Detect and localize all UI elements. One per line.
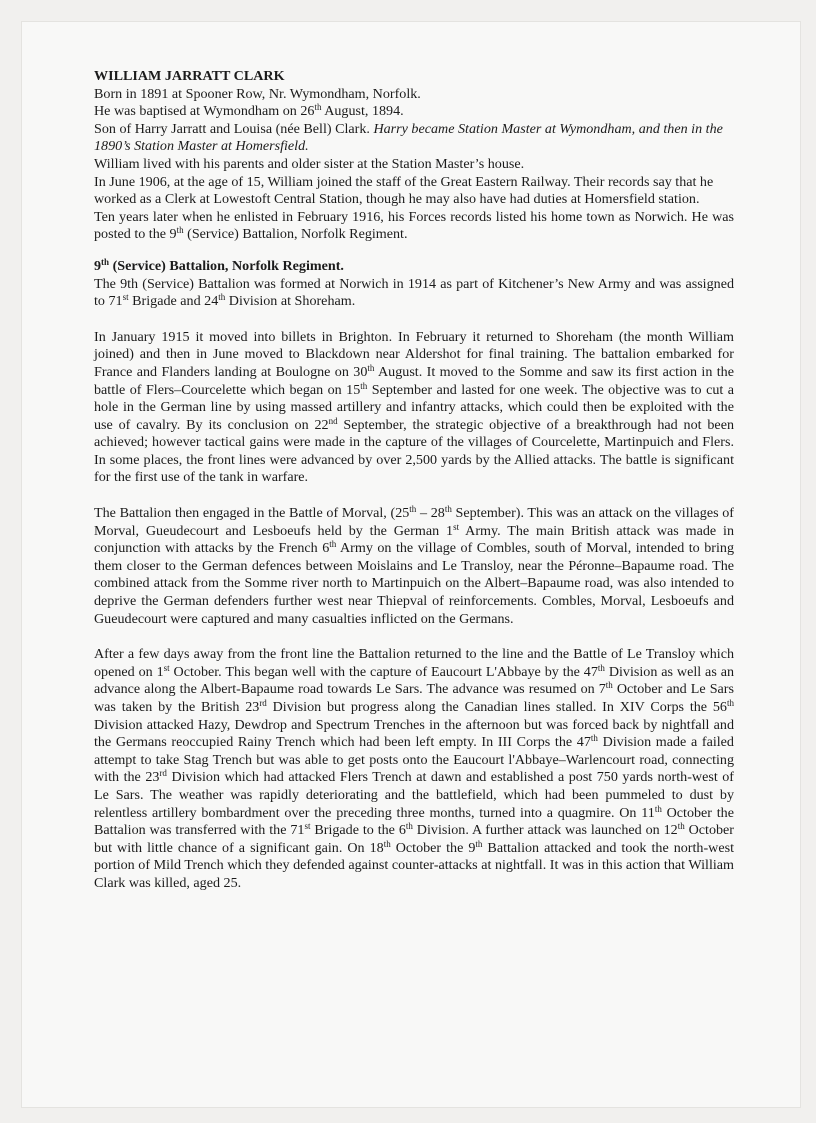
bio-home: William lived with his parents and older sister at the Station Master’s house.	[94, 155, 525, 172]
section-intro: The 9th (Service) Battalion was formed at Norwich in 1914 as part of Kitchener’s New Army and was assigned to 71st Brigade and 24th Division at Shoreham.	[94, 275, 734, 310]
paragraph-le-transloy: After a few days away from the front line the Battalion returned to the line and the Battle of Le Transloy which opened on 1st October. This began well with the capture of Eaucourt L'Abbaye by the 47th Division as well as an advance along the Albert-Bapaume road towards Le Sars. The advance was resumed on 7th October and Le Sars was taken by the British 23rd Division but progress along the Canadian lines stalled. In XIV Corps the 56th Division attacked Hazy, Dewdrop and Spectrum Trenches in the afternoon but was forced back by nightfall and the Germans reoccupied Rainy Trench which had been left empty. In III Corps the 47th Division made a failed attempt to take Stag Trench but was able to get posts onto the Eaucourt l'Abbaye–Warlencourt road, connecting with the 23rd Division which had attacked Flers Trench at dawn and established a post 750 yards north-west of Le Sars. The weather was rapidly deteriorating and the battlefield, which had been pummeled to dust by relentless artillery bombardment over the preceding three months, turned into a quagmire. On 11th October the Battalion was transferred with the 71st Brigade to the 6th Division. A further attack was launched on 12th October but with little chance of a significant gain. On 18th October the 9th Battalion attacked and took the north-west portion of Mild Trench which they defended against counter-attacks at nightfall. It was in this action that William Clark was killed, aged 25.	[94, 646, 735, 891]
document-title: WILLIAM JARRATT CLARK	[94, 68, 285, 84]
bio-birth: Born in 1891 at Spooner Row, Nr. Wymondham, Norfolk.	[94, 85, 421, 102]
bio-railway: In June 1906, at the age of 15, William joined the staff of the Great Eastern Railway. Their records say that he worked as a Clerk at Lowestoft Central Station, though he may also have had duties at Homersfield station.	[94, 173, 714, 208]
bio-parents-note: Harry became Station Master at Wymondham, and then in the 1890’s Station Master at Homersfield.	[94, 120, 723, 155]
bio-parents: Son of Harry Jarratt and Louisa (née Bell) Clark. Harry became Station Master at Wymondham, and then in the 1890’s Station Master at Homersfield.	[94, 120, 723, 155]
document-body	[94, 68, 734, 893]
paragraph-flers-courcelette: In January 1915 it moved into billets in Brighton. In February it returned to Shoreham (the month William joined) and then in June moved to Blackdown near Aldershot for final training. The battalion embarked for France and Flanders landing at Boulogne on 30th August. It moved to the Somme and saw its first action in the battle of Flers–Courcelette which began on 15th September and lasted for one week. The objective was to cut a hole in the German line by using massed artillery and infantry attacks, which could then be exploited with the use of cavalry. By its conclusion on 22nd September, the strategic objective of a breakthrough had not been achieved; however tactical gains were made in the capture of the villages of Courcelette, Martinpuich and Flers. In some places, the front lines were advanced by over 2,500 yards by the Allied attacks. The battle is significant for the first use of the tank in warfare.	[94, 328, 734, 486]
bio-enlistment: Ten years later when he enlisted in February 1916, his Forces records listed his home town as Norwich. He was posted to the 9th (Service) Battalion, Norfolk Regiment.	[94, 208, 734, 243]
paragraph-morval: The Battalion then engaged in the Battle of Morval, (25th – 28th September). This was an attack on the villages of Morval, Gueudecourt and Lesboeufs held by the German 1st Army. The main British attack was made in conjunction with attacks by the French 6th Army on the village of Combles, south of Morval, intended to bring them closer to the German defences between Moislains and Le Transloy, near the Péronne–Bapaume road. The combined attack from the Somme river north to Martinpuich on the Albert–Bapaume road, was also intended to deprive the German defenders further west near Thiepval of reinforcements. Combles, Morval, Lesboeufs and Gueudecourt were captured and many casualties inflicted on the Germans.	[94, 504, 735, 627]
bio-baptism: He was baptised at Wymondham on 26th August, 1894.	[94, 102, 404, 120]
document-page	[22, 22, 800, 1107]
section-heading: 9th (Service) Battalion, Norfolk Regiment.	[94, 256, 344, 274]
